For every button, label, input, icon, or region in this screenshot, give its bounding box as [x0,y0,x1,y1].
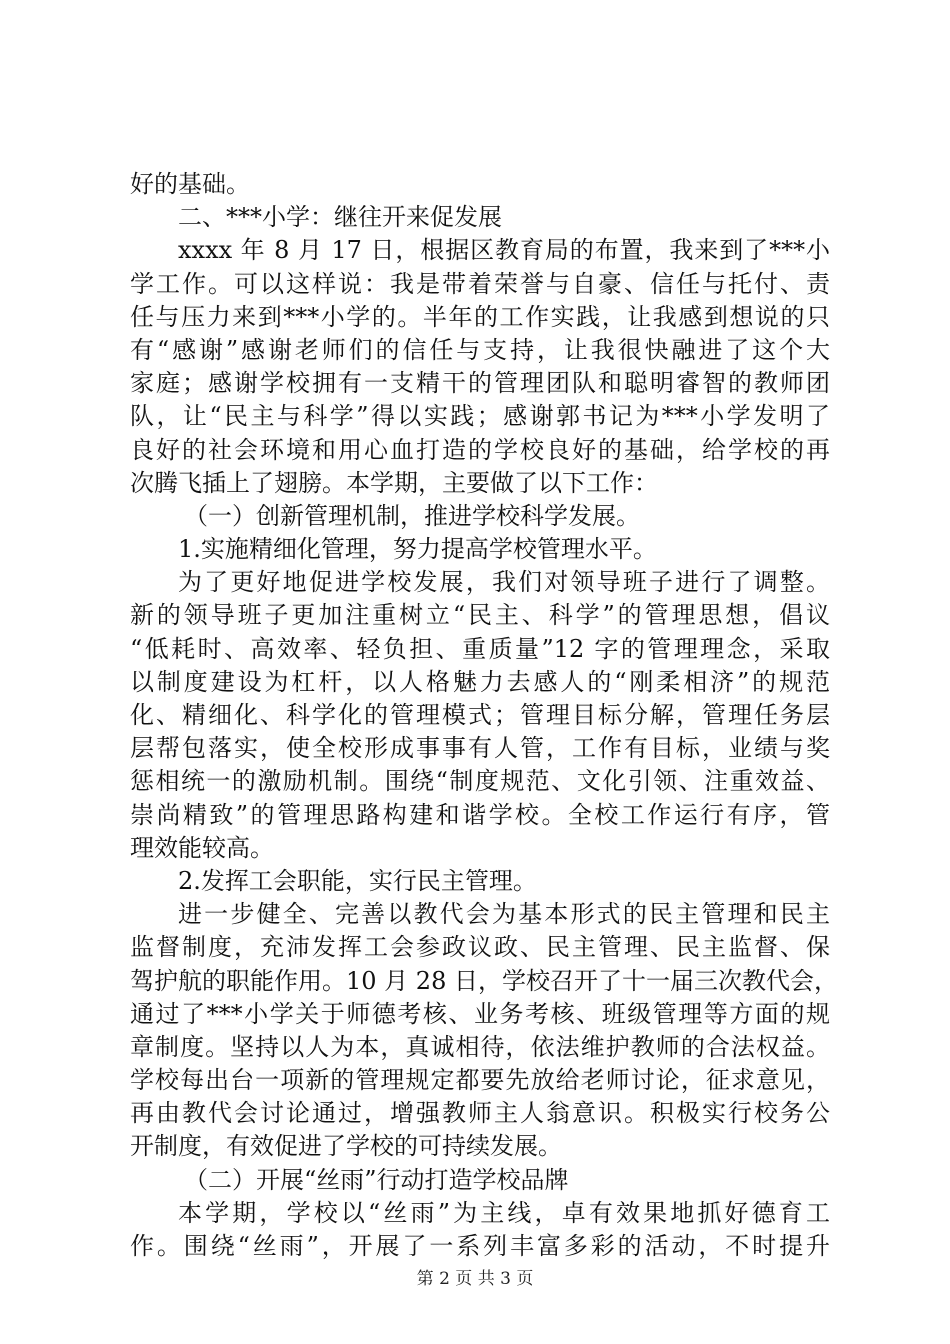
text-line: 理效能较高。 [130,833,274,862]
text-line: 层帮包落实，使全校形成事事有人管，工作有目标，业绩与奖 [130,734,830,763]
text-line: 崇尚精致”的管理思路构建和谐学校。全校工作运行有序，管 [130,800,830,829]
text-line: 学工作。可以这样说：我是带着荣誉与自豪、信任与托付、责 [130,269,830,298]
page-footer [0,1268,950,1290]
text-line: 任与压力来到***小学的。半年的工作实践，让我感到想说的只 [130,302,830,331]
text-line: （一）创新管理机制，推进学校科学发展。 [184,501,640,530]
text-line: 学校每出台一项新的管理规定都要先放给老师讨论，征求意见， [130,1066,830,1095]
text-line: 开制度，有效促进了学校的可持续发展。 [130,1132,562,1161]
text-line: 本学期，学校以“丝雨”为主线，卓有效果地抓好德育工 [178,1198,830,1227]
text-line: （二）开展“丝雨”行动打造学校品牌 [184,1165,569,1194]
text-line: “低耗时、高效率、轻负担、重质量”12 字的管理理念，采取 [130,634,830,663]
text-line: 良好的社会环境和用心血打造的学校良好的基础，给学校的再 [130,435,830,464]
text-line: 家庭；感谢学校拥有一支精干的管理团队和聪明睿智的教师团 [130,369,830,398]
text-line: 惩相统一的激励机制。围绕“制度规范、文化引领、注重效益、 [130,767,830,796]
text-line: 驾护航的职能作用。10 月 28 日，学校召开了十一届三次教代会， [130,966,838,995]
text-line: 监督制度，充沛发挥工会参政议政、民主管理、民主监督、保 [130,933,830,962]
text-line: 进一步健全、完善以教代会为基本形式的民主管理和民主 [178,900,830,929]
text-line: 再由教代会讨论通过，增强教师主人翁意识。积极实行校务公 [130,1099,830,1128]
text-line: 化、精细化、科学化的管理模式；管理目标分解，管理任务层 [130,701,830,729]
text-line: xxxx 年 8 月 17 日，根据区教育局的布置，我来到了***小 [178,236,830,265]
text-line: 次腾飞插上了翅膀。本学期，主要做了以下工作： [130,468,658,497]
text-line: 新的领导班子更加注重树立“民主、科学”的管理思想，倡议 [130,601,830,630]
text-line: 通过了***小学关于师德考核、业务考核、班级管理等方面的规 [130,999,830,1028]
text-line: 1.实施精细化管理，努力提高学校管理水平。 [178,535,657,564]
text-line: 为了更好地促进学校发展，我们对领导班子进行了调整。 [178,568,830,597]
text-line: 好的基础。 [130,170,250,198]
page-number: 第 2 页 共 3 页 [416,1269,534,1289]
text-line: 2.发挥工会职能，实行民主管理。 [178,866,537,895]
text-line: 有“感谢”感谢老师们的信任与支持，让我很快融进了这个大 [130,335,830,364]
text-line: 队，让“民主与科学”得以实践；感谢郭书记为***小学发明了 [130,402,830,431]
text-line: 章制度。坚持以人为本，真诚相待，依法维护教师的合法权益。 [130,1032,830,1061]
document-body [130,168,838,1263]
text-line: 作。围绕“丝雨”，开展了一系列丰富多彩的活动，不时提升 [130,1232,830,1260]
text-line: 以制度建设为杠杆，以人格魅力去感人的“刚柔相济”的规范 [130,667,830,696]
text-line: 二、***小学：继往开来促发展 [178,203,502,232]
